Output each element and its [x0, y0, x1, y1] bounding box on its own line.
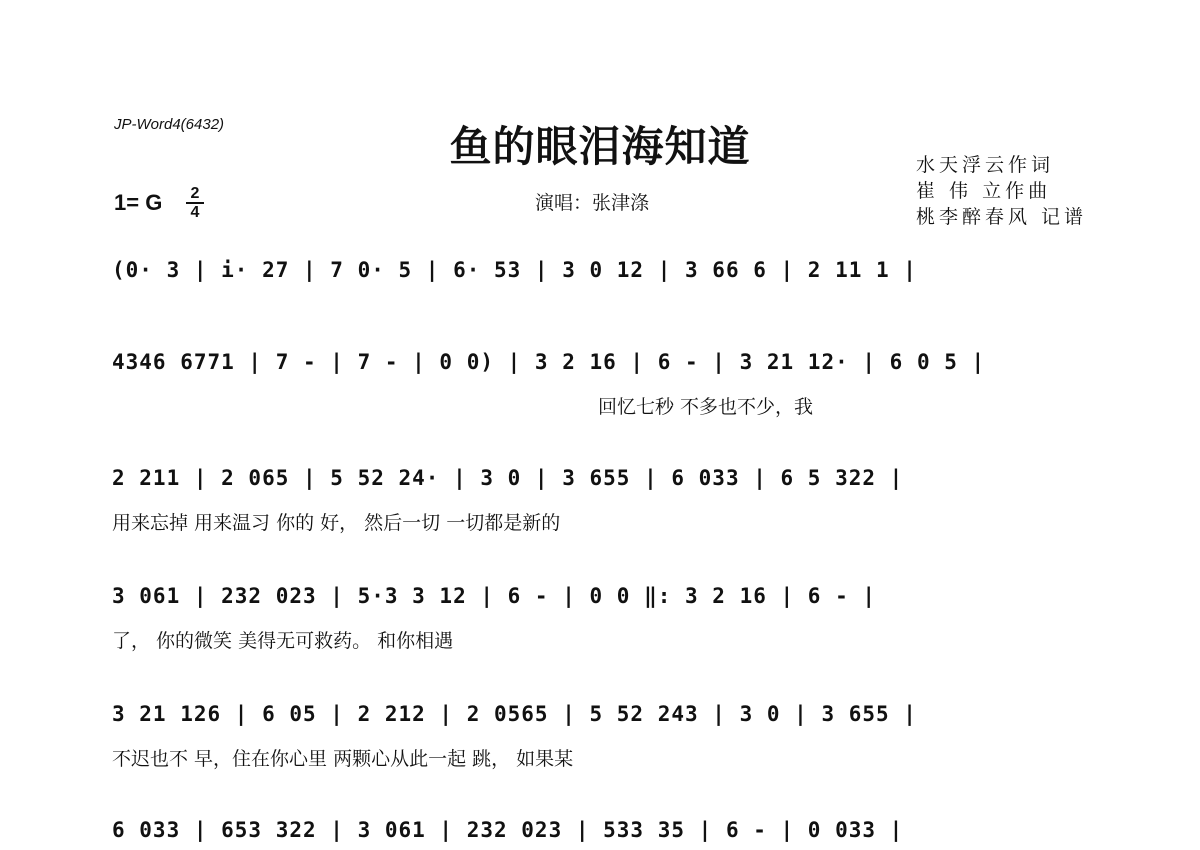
time-signature	[186, 186, 204, 220]
lyrics-row-5: 不迟也不 早，住在你心里 两颗心从此一起 跳， 如果某	[112, 748, 574, 770]
notation-row-4: 3 061 | 232 023 | 5·3 3 12 | 6 - | 0 0 ‖: 3 2 16 | 6 - |	[112, 584, 877, 608]
meter-bottom: 4	[190, 204, 200, 221]
lyrics-row-2: 回忆七秒 不多也不少，我	[598, 396, 814, 418]
notation-row-6: 6 033 | 653 322 | 3 061 | 232 023 | 533 35 | 6 - | 0 033 |	[112, 818, 904, 842]
lyrics-row-3: 用来忘掉 用来温习 你的 好， 然后一切 一切都是新的	[112, 512, 561, 534]
composer-credit: 崔 伟 立作曲	[916, 180, 1052, 202]
notation-row-1: (0· 3 | i· 27 | 7 0· 5 | 6· 53 | 3 0 12 | 3 66 6 | 2 11 1 |	[112, 258, 917, 282]
lyrics-row-4: 了， 你的微笑 美得无可救药。 和你相遇	[112, 630, 454, 652]
notation-row-5: 3 21 126 | 6 05 | 2 212 | 2 0565 | 5 52 243 | 3 0 | 3 655 |	[112, 702, 917, 726]
singer-label: 演唱：张津涤	[535, 192, 650, 214]
source-label: JP-Word4(6432)	[114, 116, 225, 133]
key-signature: 1= G	[114, 190, 163, 215]
notation-row-3: 2 211 | 2 065 | 5 52 24· | 3 0 | 3 655 | 6 033 | 6 5 322 |	[112, 466, 904, 490]
song-title: 鱼的眼泪海知道	[449, 122, 751, 171]
lyricist-credit: 水天浮云作词	[916, 154, 1055, 176]
meter-top: 2	[190, 185, 200, 202]
notation-row-2: 4346 6771 | 7 - | 7 - | 0 0) | 3 2 16 | 6 - | 3 21 12· | 6 0 5 |	[112, 350, 986, 374]
transcriber-credit: 桃李醉春风 记谱	[916, 206, 1088, 228]
